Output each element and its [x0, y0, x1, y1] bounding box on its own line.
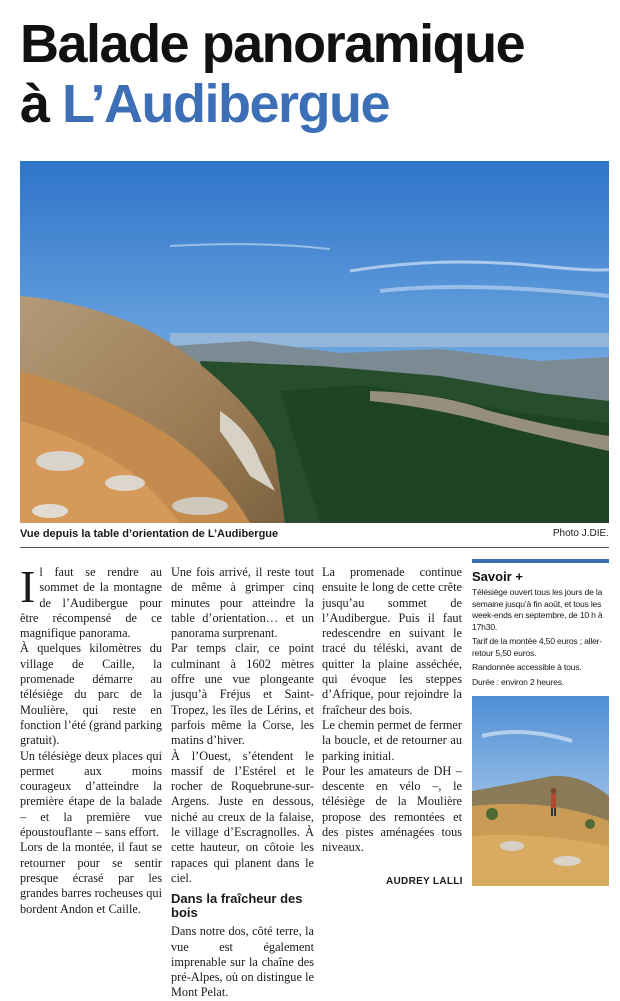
paragraph-3: Un télésiège deux places qui permet aux moins courageux d’atteindre la première étape de la balade – et la première vue époustouflante – sans effort. — [20, 748, 162, 840]
headline-line1: Balade panoramique — [20, 14, 525, 74]
sidebar-duration: Durée : environ 2 heures. — [472, 676, 564, 687]
sidebar-access: Randonnée accessible à tous. — [472, 662, 582, 672]
paragraph-6: Par temps clair, ce point culminant à 1602 mètres offre une vue plongeante jusqu’à Fréjus et Saint-Tropez, les îles de Lérins, et parfois même la Corse, les matins d’hiver. — [171, 641, 314, 748]
photo-credit: Photo J.DIE. — [552, 528, 609, 539]
sidebar-title: Savoir + — [472, 569, 523, 584]
paragraph-2: À quelques kilomètres du village de Caille, la promenade démarre au télésiège du parc de la Moulière, qui reste en fonction l’été (grand parking gratuit). — [20, 641, 162, 748]
paragraph-1-text: l faut se rendre au sommet de la montagne de l’Audibergue pour être récompensé de ce magnifique panorama. — [20, 565, 162, 641]
article-column-3 — [322, 565, 462, 856]
hiker-photo — [472, 696, 609, 886]
sidebar-prices: Tarif de la montée 4,50 euros ; aller-retour 5,50 euros. — [472, 636, 602, 658]
sidebar-schedule: Télésiège ouvert tous les jours de la semaine jusqu’à fin août, et tous les week-ends en septembre, de 10 h à 17h30. — [472, 587, 603, 632]
paragraph-5: Une fois arrivé, il reste tout de même à grimper cinq minutes pour atteindre la table d’orientation… et un panorama surprenant. — [171, 565, 314, 641]
paragraph-4: Lors de la montée, il faut se retourner pour se sentir presque écrasé par les grandes barres rocheuses qui bordent Andon et Caille. — [20, 840, 162, 916]
article-column-2 — [171, 565, 314, 1001]
info-sidebar — [472, 559, 609, 691]
paragraph-8: Dans notre dos, côté terre, la vue est également imprenable sur la chaîne des pré-Alpes, où on distingue le Mont Pelat. — [171, 924, 314, 1000]
caption-divider — [20, 547, 609, 548]
headline-place-name: L’Audibergue — [62, 74, 390, 134]
headline — [20, 14, 524, 134]
sidebar-accent-bar — [472, 559, 609, 563]
headline-line2-prefix: à — [20, 74, 63, 134]
paragraph-11: Pour les amateurs de DH – descente en vélo –, le télésiège de la Moulière propose des remontées et des pistes aménagées tous niveaux. — [322, 763, 462, 855]
photo-caption — [20, 528, 609, 544]
author-byline: AUDREY LALLI — [386, 876, 463, 887]
paragraph-9: La promenade continue ensuite le long de cette crête jusqu’au sommet de l’Audibergue. Puis il faut redescendre en suivant le tracé du téléski, avant de quitter la plaine asséchée, qui évoque les steppes d’Afrique, pour rejoindre la fraîcheur des bois. — [322, 565, 462, 717]
paragraph-7: À l’Ouest, s’étendent le massif de l’Estérel et le rocher de Roquebrune-sur-Argens. Juste en dessous, niché au creux de la falaise, le village d’Escragnolles. À cette hauteur, on côtoie les rapaces qui planent dans le ciel. — [171, 748, 314, 885]
drop-cap: I — [20, 561, 36, 612]
caption-text: Vue depuis la table d’orientation de L’Audibergue — [20, 528, 279, 540]
article-column-1 — [20, 561, 162, 917]
paragraph-10: Le chemin permet de fermer la boucle, et de retourner au parking initial. — [322, 717, 462, 763]
section-subheading: Dans la fraîcheur des bois — [171, 891, 303, 921]
main-panorama-photo — [20, 161, 609, 523]
paragraph-intro — [20, 561, 162, 641]
